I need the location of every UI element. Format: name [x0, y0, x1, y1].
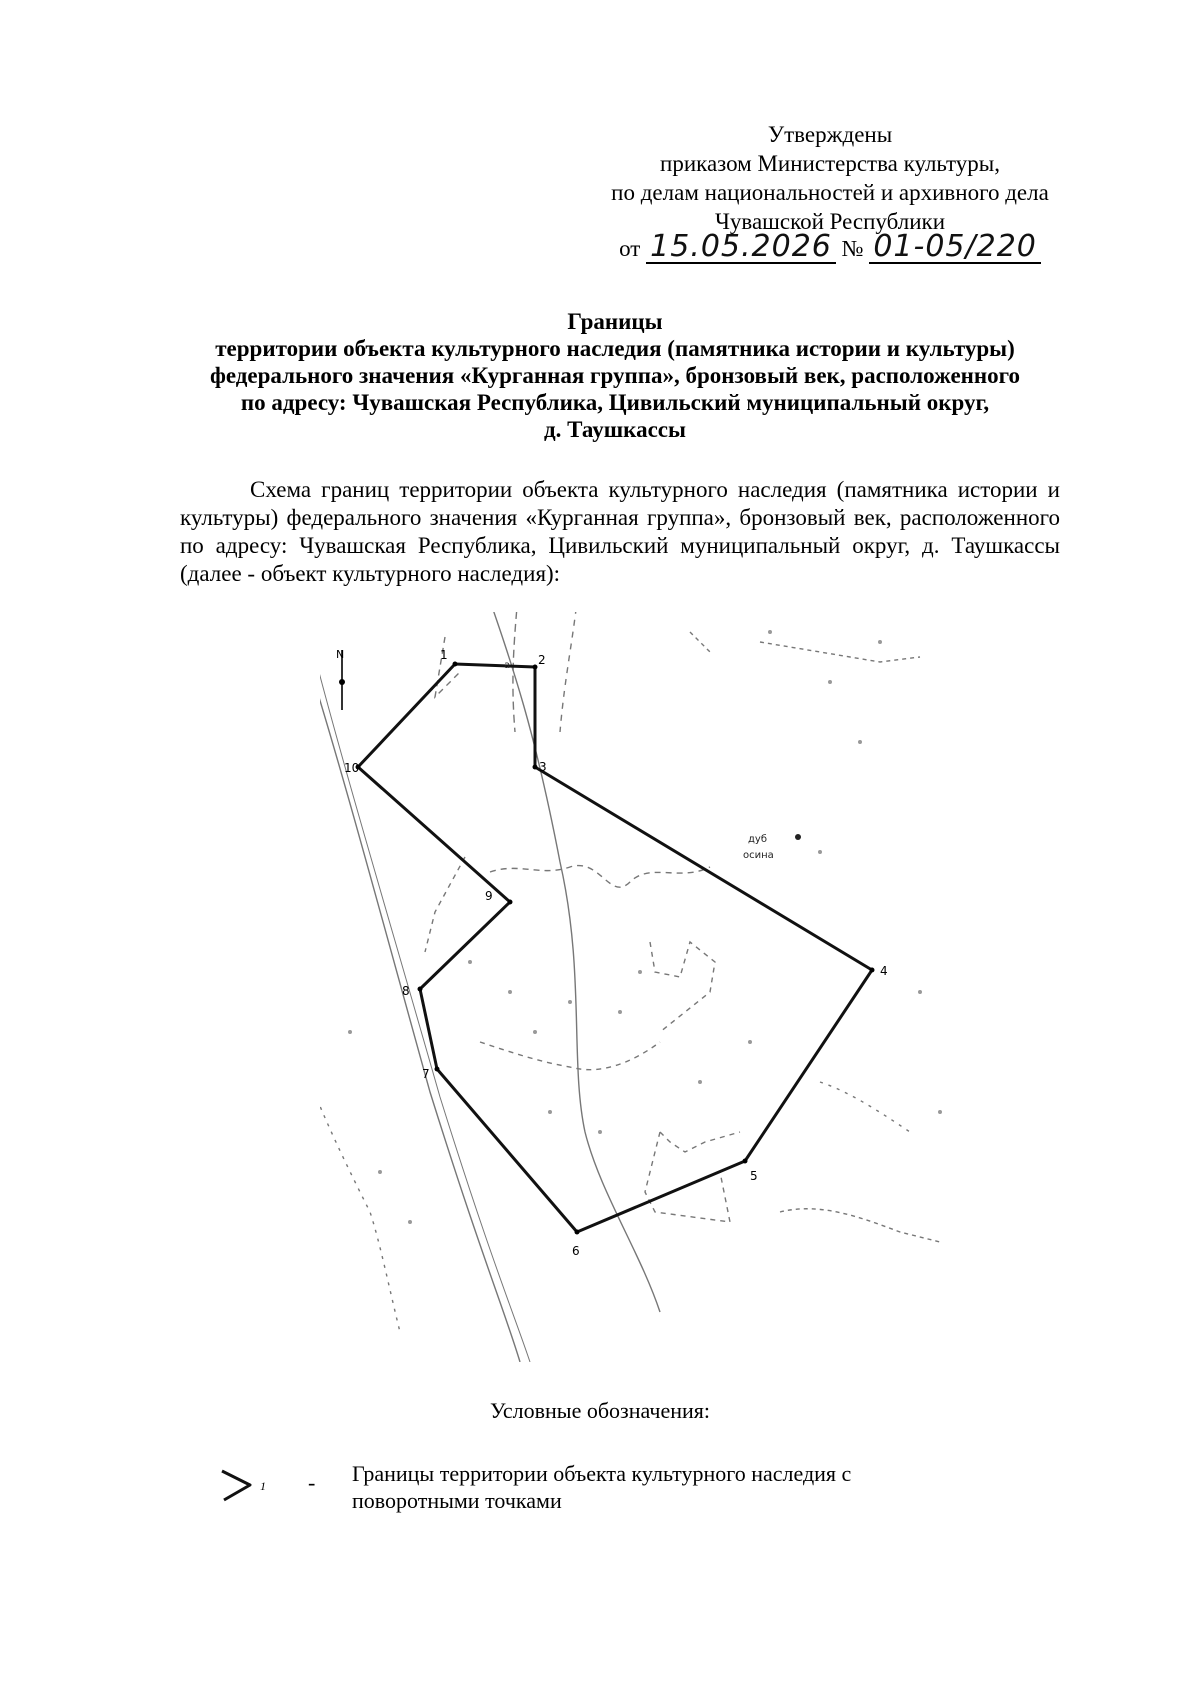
point-label-10: 10 [344, 761, 360, 775]
north-label: N [336, 648, 345, 661]
order-date: 15.05.2026 [646, 232, 836, 264]
approval-line-1: Утверждены [767, 122, 893, 147]
title-line-3: по адресу: Чувашская Республика, Цивильский муниципальный округ, [240, 390, 990, 415]
approval-line-2: приказом Министерства культуры, [660, 151, 1000, 176]
tree-labels [504, 660, 801, 861]
legend-text: Границы территории объекта культурного наследия с поворотными точками [352, 1461, 852, 1513]
title-line-2: федерального значения «Курганная группа», бронзовый век, расположенного [209, 363, 1021, 388]
legend-title: Условные обозначения: [489, 1398, 711, 1423]
point-label-5: 5 [750, 1169, 758, 1183]
order-line [550, 229, 1110, 264]
boundary-polygon [358, 664, 872, 1232]
point-label-8: 8 [402, 984, 410, 998]
legend-symbol-label: 1 [260, 1479, 266, 1493]
point-label-4: 4 [880, 964, 888, 978]
tree-label-aspen: осина [743, 850, 774, 861]
title-line-1: территории объекта культурного наследия (памятника истории и культуры) [215, 336, 1015, 361]
document-title [150, 308, 1080, 443]
map-background-features [320, 612, 940, 1362]
approval-block [550, 120, 1110, 264]
number-prefix: № [841, 236, 864, 261]
approval-line-4: Чувашской Республики [714, 209, 946, 234]
legend-dash: - [308, 1470, 316, 1495]
boundary-symbol-icon [220, 1468, 280, 1504]
title-line-4: д. Таушкассы [544, 417, 686, 442]
turning-points [356, 662, 875, 1235]
point-labels [344, 648, 888, 1258]
point-label-7: 7 [422, 1067, 430, 1081]
intro-paragraph: Схема границ территории объекта культурного наследия (памятника истории и культуры) федерального значения «Курганная группа», бронзовый век, расположенного по адресу: Чувашская Республика, Цивильский муниципальный округ, д. Таушкассы (далее - объект культурного наследия): [180, 477, 1060, 586]
boundary-map [320, 612, 1000, 1362]
map-dots [348, 630, 942, 1224]
point-label-2: 2 [538, 653, 546, 667]
date-prefix: от [619, 236, 641, 261]
title-heading: Границы [567, 309, 663, 334]
point-label-6: 6 [572, 1244, 580, 1258]
small-label: а [504, 660, 511, 671]
tree-label-oak: дуб [748, 834, 767, 845]
point-label-1: 1 [440, 648, 448, 662]
point-label-3: 3 [539, 760, 547, 774]
north-arrow [336, 648, 345, 710]
approval-line-3: по делам национальностей и архивного дела [611, 180, 1049, 205]
point-label-9: 9 [485, 889, 493, 903]
order-number: 01-05/220 [869, 232, 1041, 264]
